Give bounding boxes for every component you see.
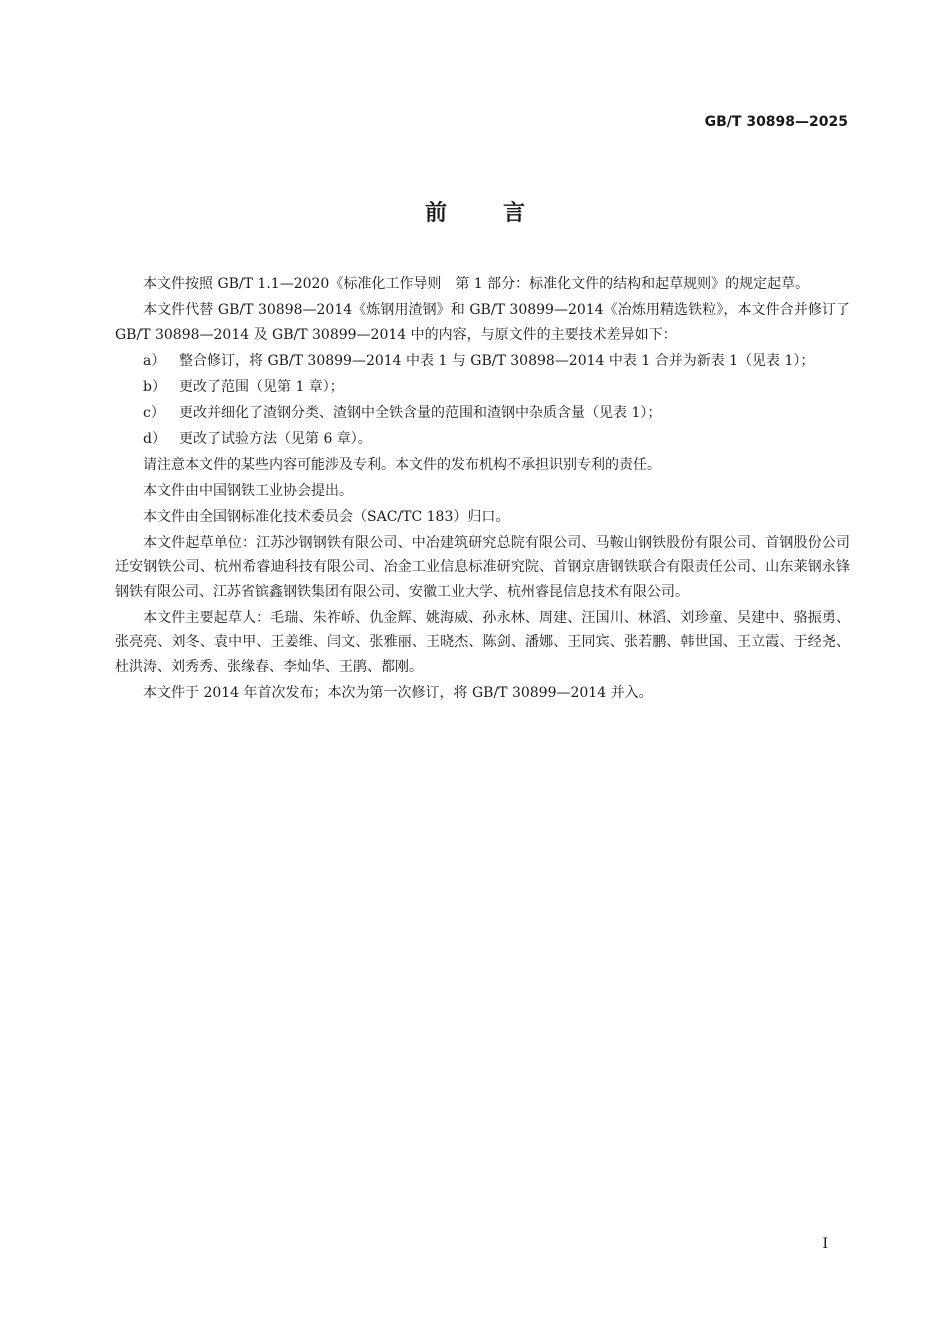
- paragraph-replaces: 本文件代替 GB/T 30898—2014《炼钢用渣钢》和 GB/T 30899—2014《冶炼用精选铁粒》，本文件合并修订了 GB/T 30898—2014 及 GB/T 30899—2014 中的内容，与原文件的主要技术差异如下：: [115, 302, 850, 343]
- list-item-text: 更改了范围（见第 1 章）；: [179, 378, 344, 395]
- list-item-text: 更改了试验方法（见第 6 章）。: [179, 430, 372, 447]
- list-item: [115, 349, 850, 374]
- list-item-text: 整合修订，将 GB/T 30899—2014 中表 1 与 GB/T 30898—2014 中表 1 合并为新表 1（见表 1）；: [179, 352, 815, 369]
- paragraph-patent-notice: 请注意本文件的某些内容可能涉及专利。本文件的发布机构不承担识别专利的责任。: [143, 456, 661, 473]
- list-item-marker: d）: [143, 430, 166, 447]
- list-item: [115, 375, 850, 400]
- list-item: [115, 427, 850, 452]
- paragraph-history: 本文件于 2014 年首次发布；本次为第一次修订，将 GB/T 30899—2014 并入。: [143, 684, 653, 701]
- paragraph-drafters: 本文件主要起草人：毛瑞、朱祚峤、仇金辉、姚海威、孙永林、周建、汪国川、林滔、刘珍童、吴建中、骆振勇、张亮亮、刘冬、袁中甲、王姜维、闫文、张雅丽、王晓杰、陈剑、潘娜、王同宾、张若鹏、韩世国、王立霞、于经尧、杜洪涛、刘秀秀、张缘春、李灿华、王鹃、都刚。: [115, 609, 850, 675]
- paragraph-drafting-rules: 本文件按照 GB/T 1.1—2020《标准化工作导则 第 1 部分：标准化文件的结构和起草规则》的规定起草。: [143, 276, 810, 292]
- paragraph-proposed-by: 本文件由中国钢铁工业协会提出。: [143, 482, 353, 499]
- paragraph-drafting-units: 本文件起草单位：江苏沙钢钢铁有限公司、中冶建筑研究总院有限公司、马鞍山钢铁股份有限公司、首钢股份公司迁安钢铁公司、杭州希睿迪科技有限公司、冶金工业信息标准研究院、首钢京唐钢铁联合有限责任公司、山东莱钢永锋钢铁有限公司、江苏省镔鑫钢铁集团有限公司、安徽工业大学、杭州睿昆信息技术有限公司。: [115, 534, 850, 600]
- paragraph-managed-by: 本文件由全国钢标准化技术委员会（SAC/TC 183）归口。: [143, 508, 510, 525]
- list-item-marker: b）: [143, 378, 166, 395]
- page-number: I: [822, 1236, 828, 1252]
- list-item-marker: c）: [143, 404, 165, 421]
- document-body: [115, 272, 850, 707]
- list-item-text: 更改并细化了渣钢分类、渣钢中全铁含量的范围和渣钢中杂质含量（见表 1）；: [179, 404, 662, 421]
- page-title: 前言: [424, 201, 581, 226]
- list-item-marker: a）: [143, 352, 166, 369]
- document-code: GB/T 30898—2025: [704, 114, 848, 130]
- list-item: [115, 401, 850, 426]
